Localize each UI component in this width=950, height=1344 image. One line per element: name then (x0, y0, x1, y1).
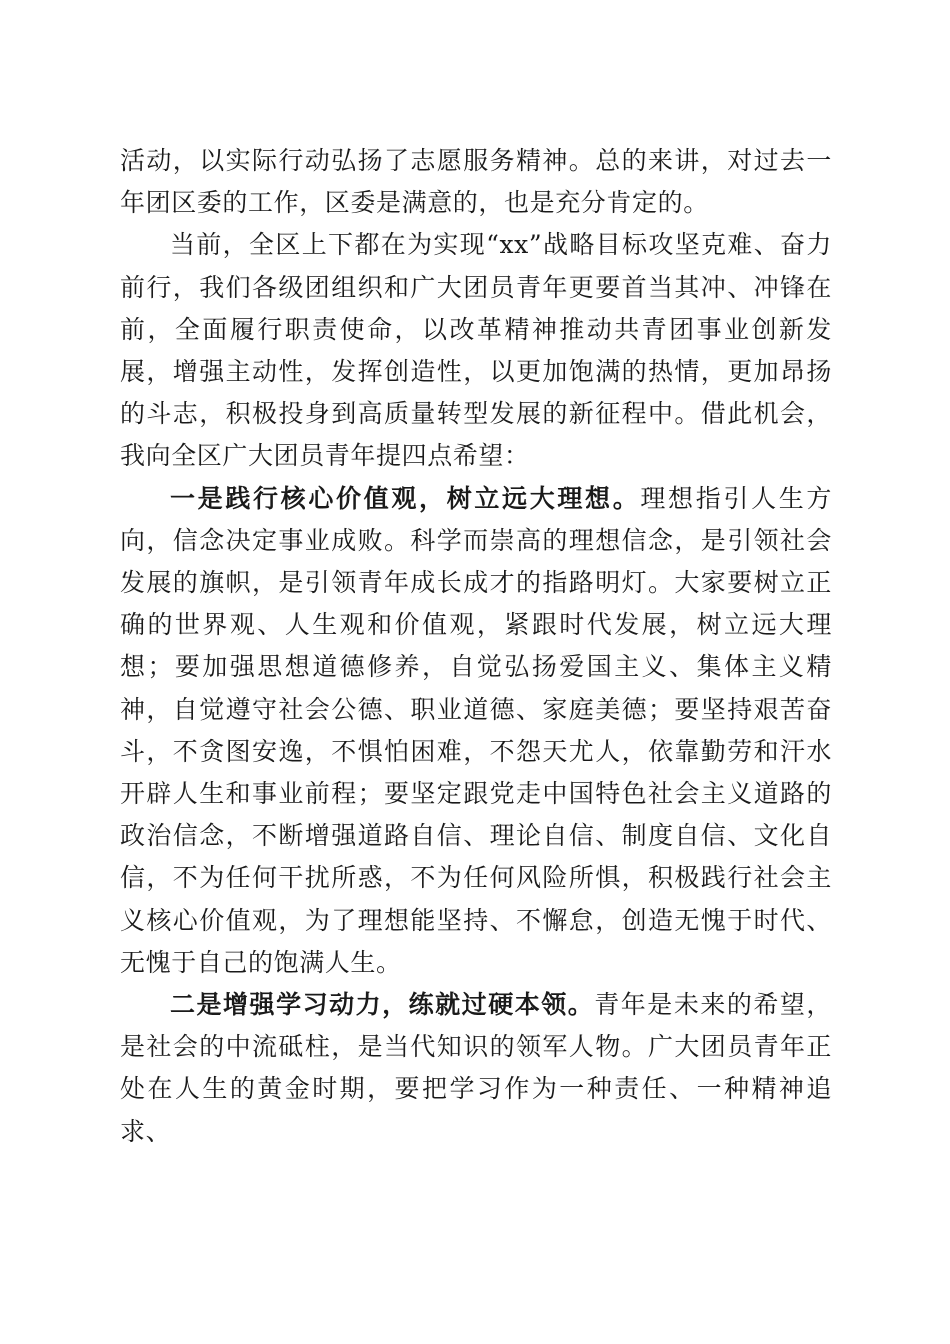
paragraph-3 (120, 478, 832, 984)
paragraph-4 (120, 984, 832, 1153)
paragraph-4-lead: 二是增强学习动力，练就过硬本领。 (170, 990, 595, 1020)
paragraph-4-text: 青年是未来的希望，是社会的中流砥柱，是当代知识的领军人物。广大团员青年正处在人生的黄金时期，要把学习作为一种责任、一种精神追求、 (120, 990, 832, 1146)
paragraph-3-lead: 一是践行核心价值观，树立远大理想。 (170, 483, 641, 513)
paragraph-1-text: 活动，以实际行动弘扬了志愿服务精神。总的来讲，对过去一年团区委的工作，区委是满意的，也是充分肯定的。 (120, 146, 832, 218)
paragraph-1 (120, 140, 832, 224)
paragraph-3-text: 理想指引人生方向，信念决定事业成败。科学而崇高的理想信念，是引领社会发展的旗帜，是引领青年成长成才的指路明灯。大家要树立正确的世界观、人生观和价值观，紧跟时代发展，树立远大理想；要加强思想道德修养，自觉弘扬爱国主义、集体主义精神，自觉遵守社会公德、职业道德、家庭美德；要坚持艰苦奋斗，不贪图安逸，不惧怕困难，不怨天尤人，依靠勤劳和汗水开辟人生和事业前程；要坚定跟党走中国特色社会主义道路的政治信念，不断增强道路自信、理论自信、制度自信、文化自信，不为任何干扰所惑，不为任何风险所惧，积极践行社会主义核心价值观，为了理想能坚持、不懈怠，创造无愧于时代、无愧于自己的饱满人生。 (120, 483, 833, 977)
paragraph-2 (120, 224, 832, 477)
document-body (120, 140, 832, 1153)
paragraph-2-text: 当前，全区上下都在为实现“xx”战略目标攻坚克难、奋力前行，我们各级团组织和广大团员青年更要首当其冲、冲锋在前，全面履行职责使命，以改革精神推动共青团事业创新发展，增强主动性，发挥创造性，以更加饱满的热情，更加昂扬的斗志，积极投身到高质量转型发展的新征程中。借此机会，我向全区广大团员青年提四点希望： (120, 230, 832, 471)
